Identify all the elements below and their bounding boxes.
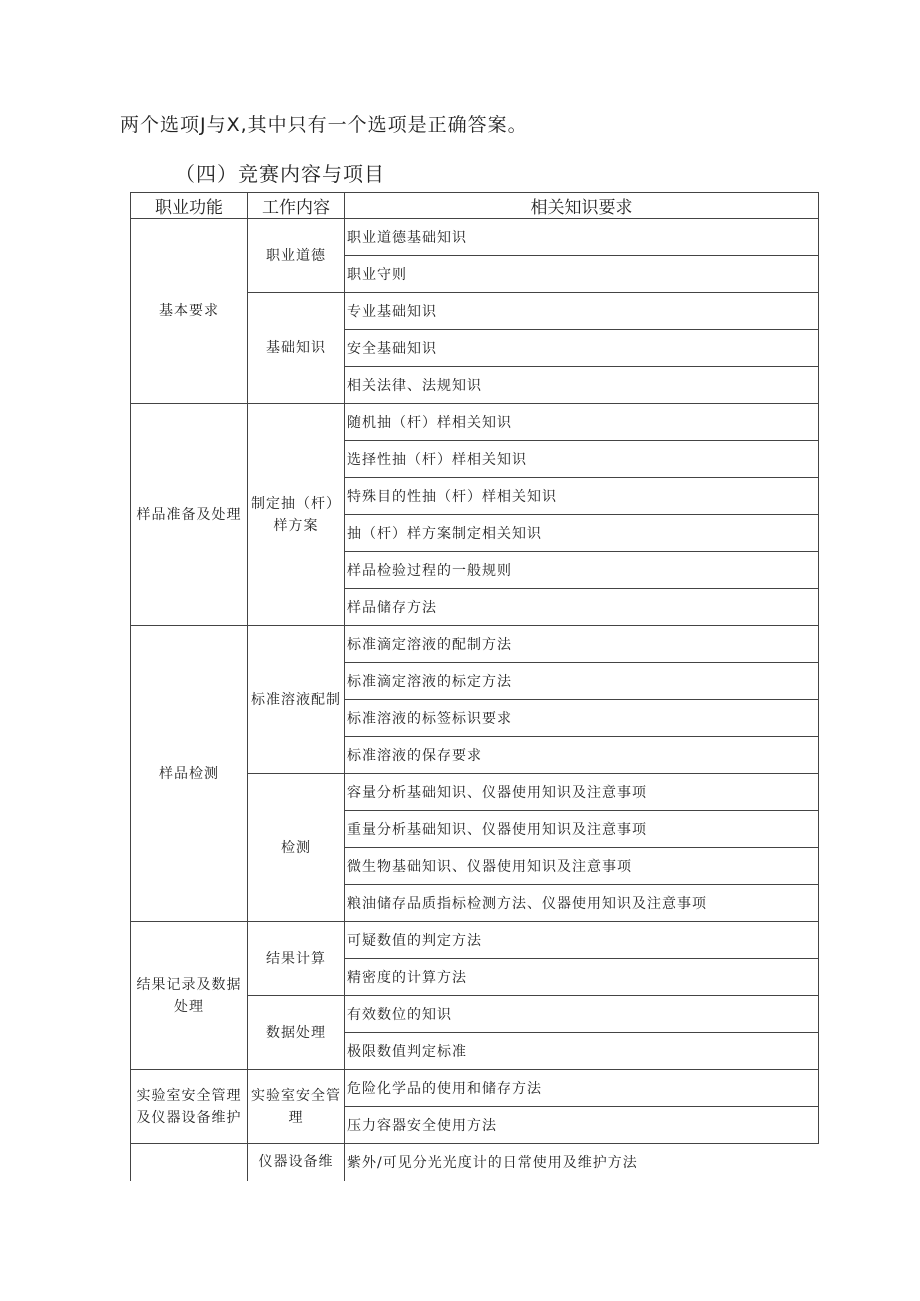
- knowledge-cell: 标准滴定溶液的配制方法: [345, 626, 819, 663]
- knowledge-cell: 相关法律、法规知识: [345, 367, 819, 404]
- knowledge-cell: 压力容器安全使用方法: [345, 1107, 819, 1144]
- function-cell: 样品检测: [131, 626, 248, 922]
- table-row: [131, 626, 819, 663]
- knowledge-cell: 标准溶液的标签标识要求: [345, 700, 819, 737]
- function-cell: 结果记录及数据处理: [131, 922, 248, 1070]
- knowledge-cell: 选择性抽（杆）样相关知识: [345, 441, 819, 478]
- table-header-row: [131, 193, 819, 219]
- function-cell: 实验室安全管理及仪器设备维护: [131, 1070, 248, 1144]
- knowledge-cell: 粮油储存品质指标检测方法、仪器使用知识及注意事项: [345, 885, 819, 922]
- table-row: [131, 219, 819, 256]
- function-cell: 样品准备及处理: [131, 404, 248, 626]
- knowledge-cell: 标准溶液的保存要求: [345, 737, 819, 774]
- knowledge-cell: 极限数值判定标准: [345, 1033, 819, 1070]
- knowledge-cell: 专业基础知识: [345, 293, 819, 330]
- knowledge-table: [130, 192, 819, 1181]
- header-content: 工作内容: [248, 193, 345, 219]
- knowledge-cell: 有效数位的知识: [345, 996, 819, 1033]
- content-cell: 数据处理: [248, 996, 345, 1070]
- content-cell: 仪器设备维: [248, 1144, 345, 1181]
- content-cell: 实验室安全管理: [248, 1070, 345, 1144]
- content-cell: 结果计算: [248, 922, 345, 996]
- content-cell: 基础知识: [248, 293, 345, 404]
- knowledge-cell: 样品储存方法: [345, 589, 819, 626]
- table-row: [131, 1070, 819, 1107]
- table-row: [131, 922, 819, 959]
- knowledge-cell: 职业守则: [345, 256, 819, 293]
- table-row: [131, 404, 819, 441]
- knowledge-cell: 标准滴定溶液的标定方法: [345, 663, 819, 700]
- content-cell: 制定抽（杆）样方案: [248, 404, 345, 626]
- knowledge-cell: 容量分析基础知识、仪器使用知识及注意事项: [345, 774, 819, 811]
- knowledge-cell: 微生物基础知识、仪器使用知识及注意事项: [345, 848, 819, 885]
- intro-text: 两个选项J与X,其中只有一个选项是正确答案。: [120, 114, 528, 136]
- header-knowledge: 相关知识要求: [345, 193, 819, 219]
- knowledge-cell: 抽（杆）样方案制定相关知识: [345, 515, 819, 552]
- content-cell: 检测: [248, 774, 345, 922]
- table-row: [131, 1144, 819, 1181]
- knowledge-cell: 特殊目的性抽（杆）样相关知识: [345, 478, 819, 515]
- knowledge-cell: 样品检验过程的一般规则: [345, 552, 819, 589]
- knowledge-cell: 重量分析基础知识、仪器使用知识及注意事项: [345, 811, 819, 848]
- knowledge-cell: 职业道德基础知识: [345, 219, 819, 256]
- content-cell: 标准溶液配制: [248, 626, 345, 774]
- header-function: 职业功能: [131, 193, 248, 219]
- section-title: （四）竞赛内容与项目: [175, 162, 385, 186]
- function-cell: 基本要求: [131, 219, 248, 404]
- knowledge-cell: 紫外/可见分光光度计的日常使用及维护方法: [345, 1144, 819, 1181]
- content-cell: 职业道德: [248, 219, 345, 293]
- knowledge-cell: 随机抽（杆）样相关知识: [345, 404, 819, 441]
- knowledge-cell: 危险化学品的使用和储存方法: [345, 1070, 819, 1107]
- knowledge-cell: 安全基础知识: [345, 330, 819, 367]
- knowledge-cell: 可疑数值的判定方法: [345, 922, 819, 959]
- function-cell: [131, 1144, 248, 1181]
- knowledge-cell: 精密度的计算方法: [345, 959, 819, 996]
